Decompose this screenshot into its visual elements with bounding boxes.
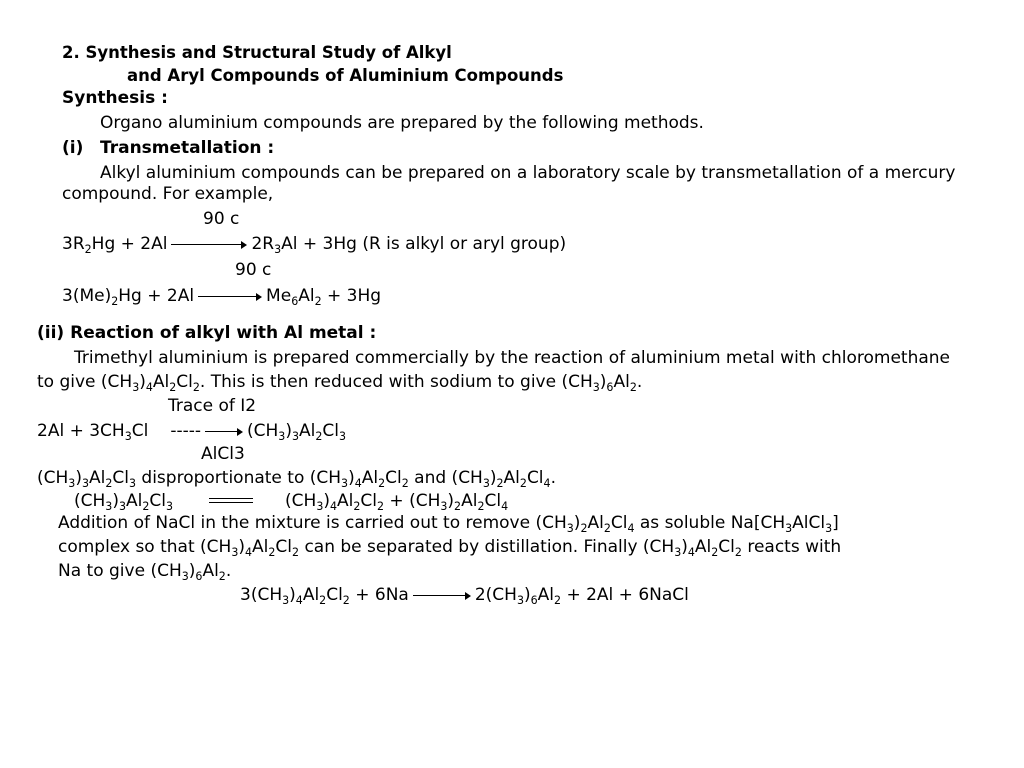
disproportionation-text: $(CH_3)_3Al_2Cl_3$ disproportionate to $(CH_3)_4Al_2Cl_2$ and $(CH_3)_2Al_2Cl_4$. <box>37 468 556 490</box>
reaction-arrow-icon <box>413 590 471 600</box>
reaction-arrow-icon <box>205 426 243 436</box>
equilibrium-equation: $(CH_3)_3Al_2Cl_3$ $(CH_3)_4Al_2Cl_2 + (CH_3)_2Al_2Cl_4$ <box>74 491 509 513</box>
equilibrium-arrow-icon <box>209 496 253 506</box>
section-i-paragraph-line-1: Alkyl aluminium compounds can be prepared on a laboratory scale by transmetallation of a mercury <box>100 163 956 183</box>
section-ii-paragraph-line-1: Trimethyl aluminium is prepared commercially by the reaction of aluminium metal with chloromethane <box>74 348 951 368</box>
section-i-title: Transmetallation : <box>100 138 275 158</box>
reaction-arrow-icon <box>171 239 247 249</box>
nacl-paragraph-line-3: Na to give $(CH_3)_6Al_2$. <box>58 561 232 583</box>
section-i-paragraph-line-2: compound. For example, <box>62 184 274 204</box>
reaction-arrow-icon <box>198 291 262 301</box>
nacl-paragraph-line-1: Addition of NaCl in the mixture is carried out to remove $(CH_3)_2Al_2Cl_4$ as soluble $Na[CH_3AlCl_3]$ <box>58 513 839 535</box>
reaction-1-equation: $3R_2Hg + 2Al$ $2R_3Al + 3Hg$ (R is alkyl or aryl group) <box>62 234 567 256</box>
nacl-paragraph-line-2: complex so that $(CH_3)_4Al_2Cl_2$ can be separated by distillation. Finally $(CH_3)_4Al_2Cl_2$ reacts with <box>58 537 842 559</box>
reaction-1-condition: 90 c <box>203 209 240 229</box>
reaction-2-equation: $3(Me)_2Hg + 2Al$ $Me_6Al_2 + 3Hg$ <box>62 286 382 308</box>
synthesis-label: Synthesis : <box>62 88 168 108</box>
section-i-number: (i) <box>62 138 84 158</box>
reaction-3-condition-bottom: AlCl3 <box>201 444 245 464</box>
intro-text: Organo aluminium compounds are prepared by the following methods. <box>100 113 704 133</box>
page-title-line-1: 2. Synthesis and Structural Study of Alkyl <box>62 43 452 62</box>
section-ii-title: (ii) Reaction of alkyl with Al metal : <box>37 323 377 343</box>
reaction-5-equation: $3(CH_3)_4Al_2Cl_2 + 6Na$ $2(CH_3)_6Al_2 + 2Al$ + 6NaCl <box>240 585 689 607</box>
reaction-3-equation: $2Al + 3CH_3Cl$ ----- $(CH_3)_3Al_2Cl_3$ <box>37 421 347 443</box>
reaction-2-condition: 90 c <box>235 260 272 280</box>
section-ii-paragraph-line-2: to give $(CH_3)_4Al_2Cl_2$. This is then reduced with sodium to give $(CH_3)_6Al_2$. <box>37 372 643 394</box>
reaction-3-condition-top: Trace of I2 <box>168 396 257 416</box>
page-title-line-2: and Aryl Compounds of Aluminium Compounds <box>127 66 564 85</box>
